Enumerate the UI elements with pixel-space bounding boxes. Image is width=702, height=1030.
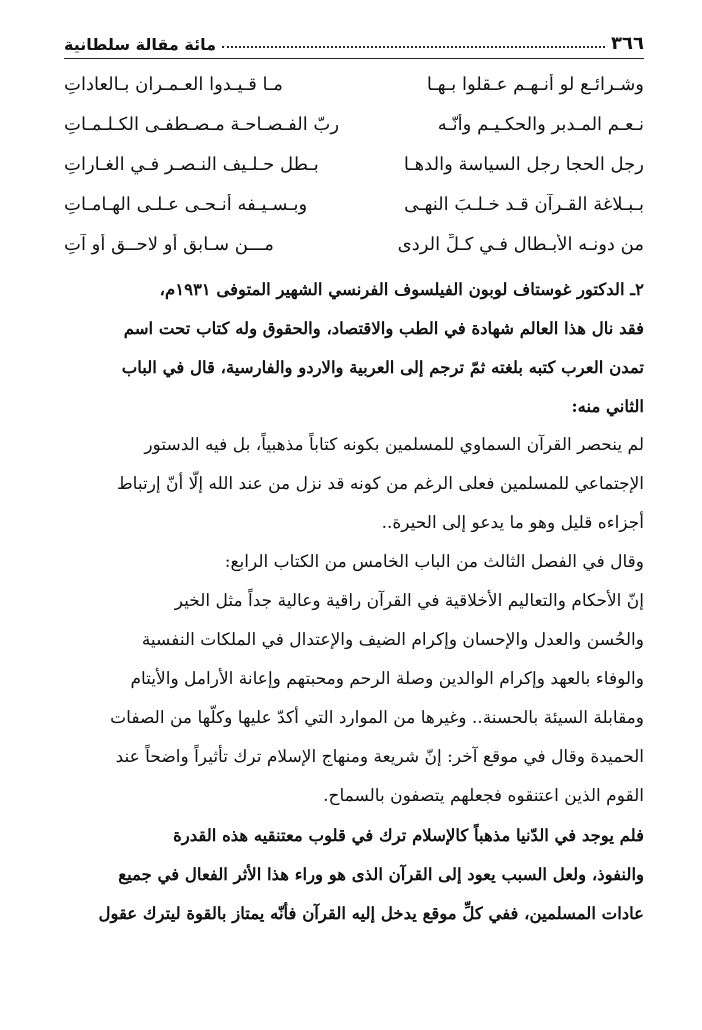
verse-first-hemistich: رجل الحجا رجل السياسة والدهـا	[403, 153, 644, 175]
header-rule	[64, 58, 644, 59]
header-dot-leader	[222, 46, 605, 48]
body-text	[64, 270, 644, 933]
text-line: ٢ـ الدكتور غوستاف لوبون الفيلسوف الفرنسي الشهير المتوفى ١٩٣١م،	[159, 280, 644, 299]
poem-verse	[64, 64, 644, 104]
verse-second-hemistich: مـا قـيـدوا العـمـران بـالعاداتِ	[64, 73, 283, 95]
text-line: وقال في الفصل الثالث من الباب الخامس من الكتاب الرابع:	[224, 552, 644, 572]
page-number: ٣٦٦	[611, 33, 644, 54]
verse-first-hemistich: من دونـه الأبـطال فـي كـلِّ الردى	[397, 233, 644, 255]
text-line: الثاني منه:	[571, 397, 644, 416]
poem-verse	[64, 184, 644, 224]
poem-verse	[64, 144, 644, 184]
text-line: والوفاء بالعهد وإكرام الوالدين وصلة الرحم ومحبتهم وإعانة الأرامل والأيتام	[130, 669, 644, 689]
text-line: فلم يوجد في الدّنيا مذهباً كالإسلام ترك في قلوب معتنقيه هذه القدرة	[173, 826, 644, 845]
text-line: الإجتماعي للمسلمين فعلى الرغم من كونه قد نزل من عند الله إلّا أنّ إرتباط	[116, 474, 644, 494]
text-line: أجزاءه قليل وهو ما يدعو إلى الحيرة..	[381, 513, 644, 533]
verse-first-hemistich: وشـرائـع لو أنـهـم عـقلوا بـهـا	[426, 73, 644, 95]
text-line: ومقابلة السيئة بالحسنة.. وغيرها من الموارد التي أكدّ عليها وكلّها من الصفات	[110, 708, 644, 728]
verse-first-hemistich: نـعـم المـدبر والحكـيـم وأنّـه	[437, 113, 644, 135]
text-line: لم ينحصر القرآن السماوي للمسلمين بكونه كتاباً مذهبياً، بل فيه الدستور	[144, 435, 644, 455]
verse-first-hemistich: بـبـلاغة القـرآن قـد خـلـبَ النهـى	[404, 193, 644, 215]
verse-second-hemistich: ربّ الفـصـاحـة مـصـطفـى الكـلـمـاتِ	[64, 113, 340, 135]
running-title: مائة مقالة سلطانية	[64, 35, 217, 54]
poem-verse	[64, 224, 644, 264]
text-line: عادات المسلمين، ففي كلِّ موقع يدخل إليه القرآن فأنّه يمتاز بالقوة ليترك عقول	[98, 904, 644, 923]
running-header	[64, 24, 644, 54]
text-line: والحُسن والعدل والإحسان وإكرام الضيف والإعتدال في الملكات النفسية	[141, 630, 644, 650]
verse-second-hemistich: بـطل حـلـيف النـصـر فـي الغـاراتِ	[64, 153, 319, 175]
verse-second-hemistich: وبـسـيـفه أنـحـى عـلـى الهـامـاتِ	[64, 193, 308, 215]
poem	[64, 64, 644, 264]
poem-verse	[64, 104, 644, 144]
text-line: تمدن العرب كتبه بلغته ثمّ ترجم إلى العربية والاردو والفارسية، قال في الباب	[121, 358, 644, 377]
text-line: الحميدة وقال في موقع آخر: إنّ شريعة ومنهاج الإسلام ترك تأثيراً واضحاً عند	[115, 747, 644, 767]
text-line: والنفوذ، ولعل السبب يعود إلى القرآن الذى هو وراء هذا الأثر الفعال في جميع	[118, 865, 644, 884]
verse-second-hemistich: مـــن سـابق أو لاحــق أو آتِ	[64, 233, 274, 255]
text-line: القوم الذين اعتنقوه فجعلهم يتصفون بالسماح.	[323, 786, 644, 806]
text-line: إنّ الأحكام والتعاليم الأخلاقية في القرآن راقية وعالية جداً مثل الخير	[174, 591, 644, 611]
text-line: فقد نال هذا العالم شهادة في الطب والاقتصاد، والحقوق وله كتاب تحت اسم	[123, 319, 644, 338]
